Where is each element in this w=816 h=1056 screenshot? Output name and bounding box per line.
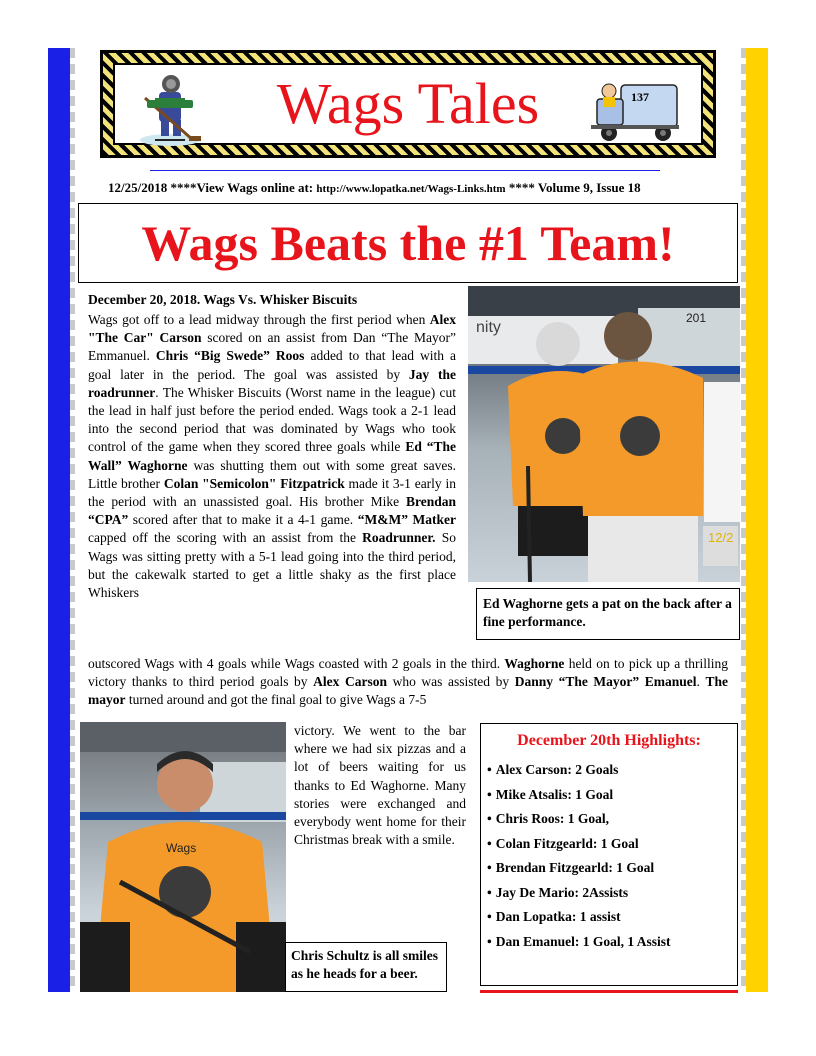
bold-name: Colan "Semicolon" Fitzpatrick [163, 475, 345, 491]
player-smiling-photo [80, 722, 286, 992]
bold-name: Danny “The Mayor” Emanuel [514, 674, 697, 690]
highlight-item: • Dan Lopatka: 1 assist [487, 905, 731, 930]
highlight-item: • Colan Fitzgearld: 1 Goal [487, 832, 731, 857]
masthead-rule [150, 170, 660, 171]
player-photo-caption: Chris Schultz is all smiles as he heads for a beer. [285, 942, 447, 992]
highlight-item: • Dan Emanuel: 1 Goal, 1 Assist [487, 930, 731, 955]
dateline [108, 180, 718, 196]
goalie-photo [468, 286, 740, 582]
masthead-inner [113, 63, 703, 145]
highlight-item: • Jay De Mario: 2Assists [487, 881, 731, 906]
highlight-item: • Mike Atsalis: 1 Goal [487, 783, 731, 808]
bold-name: The mayor [88, 674, 729, 708]
article-column-1: Wags got off to a lead midway through the first period when Alex "The Car" Carson scored on an assist from Dan “The Mayor” Emmanuel. Chris “Big Swede” Roos added to that lead with a goal later in the period. The goal was assisted by Jay the roadrunner. The Whisker Biscuits (Worst name in the league) cut the lead in half just before the period ended. Wags took a 2-1 lead into the second period that was dominated by Wags who took control of the game when they scored three goals while Ed “The Wall” Waghorne was shutting them out with some great saves. Little brother Colan "Semicolon" Fitzpatrick made it 3-1 early in the period with an unassisted goal. His brother Mike Brendan “CPA” scored after that to make it a 4-1 game. “M&M” Matker capped off the scoring with an assist from the Roadrunner. So Wags was sitting pretty with a 5-1 lead going into the third period, but the cakewalk started to get a little shaky as the first place Whiskers [88, 312, 457, 601]
highlights-title: December 20th Highlights: [517, 732, 701, 749]
highlights-box [480, 723, 738, 986]
highlights-list [487, 758, 731, 954]
right-border-stripe [741, 48, 746, 992]
goalie-photo-caption: Ed Waghorne gets a pat on the back after a fine performance. [476, 588, 740, 640]
volume-issue: **** Volume 9, Issue 18 [505, 180, 641, 195]
issue-number: 137 [631, 90, 649, 104]
headline-box [78, 203, 738, 283]
wall-number-text: 201 [686, 311, 707, 325]
rink-sign-text: nity [476, 319, 501, 336]
bold-name: Roadrunner. [362, 530, 436, 546]
photo-date-stamp: 12/2 [708, 530, 734, 545]
article-continuation: outscored Wags with 4 goals while Wags coasted with 2 goals in the third. Waghorne held on to pick up a thrilling victory thanks to third period goals by Alex Carson who was assisted by Danny “The Mayor” Emanuel. The mayor turned around and got the final goal to give Wags a 7-5 [88, 656, 729, 708]
masthead-title: Wags Tales [276, 71, 540, 136]
highlight-item: • Alex Carson: 2 Goals [487, 758, 731, 783]
highlight-item: • Chris Roos: 1 Goal, [487, 807, 731, 832]
website-link[interactable]: http://www.lopatka.net/Wags-Links.htm [316, 183, 506, 195]
bold-name: Alex Carson [313, 674, 387, 690]
bold-name: “M&M” Matker [357, 512, 456, 528]
headline: Wags Beats the #1 Team! [141, 215, 675, 271]
right-yellow-border [746, 48, 768, 992]
left-border-stripe [70, 48, 75, 992]
masthead [100, 50, 716, 158]
bold-name: Waghorne [504, 656, 565, 671]
bold-name: Ed “The Wall” Waghorne [88, 439, 456, 473]
bold-name: Jay the roadrunner [88, 366, 457, 400]
bold-name: Brendan “CPA” [88, 494, 456, 528]
view-online-text: ****View Wags online at: [167, 180, 317, 195]
bold-name: Alex "The Car" Carson [88, 312, 456, 346]
issue-date: 12/25/2018 [108, 180, 168, 195]
article-column-mid: victory. We went to the bar where we had six pizzas and a lot of beers waiting for us thanks to Ed Waghorne. Many stories were exchanged and everybody went home for their Christmas break with a smile. [294, 723, 466, 848]
jersey-text: Wags [166, 841, 197, 855]
left-blue-border [48, 48, 70, 992]
bold-name: Chris “Big Swede” Roos [155, 348, 305, 364]
highlights-bottom-rule [480, 990, 738, 993]
highlight-item: • Brendan Fitzgearld: 1 Goal [487, 856, 731, 881]
zamboni-logo-icon [591, 71, 681, 147]
article-heading: December 20, 2018. Wags Vs. Whisker Biscuits [88, 292, 358, 307]
